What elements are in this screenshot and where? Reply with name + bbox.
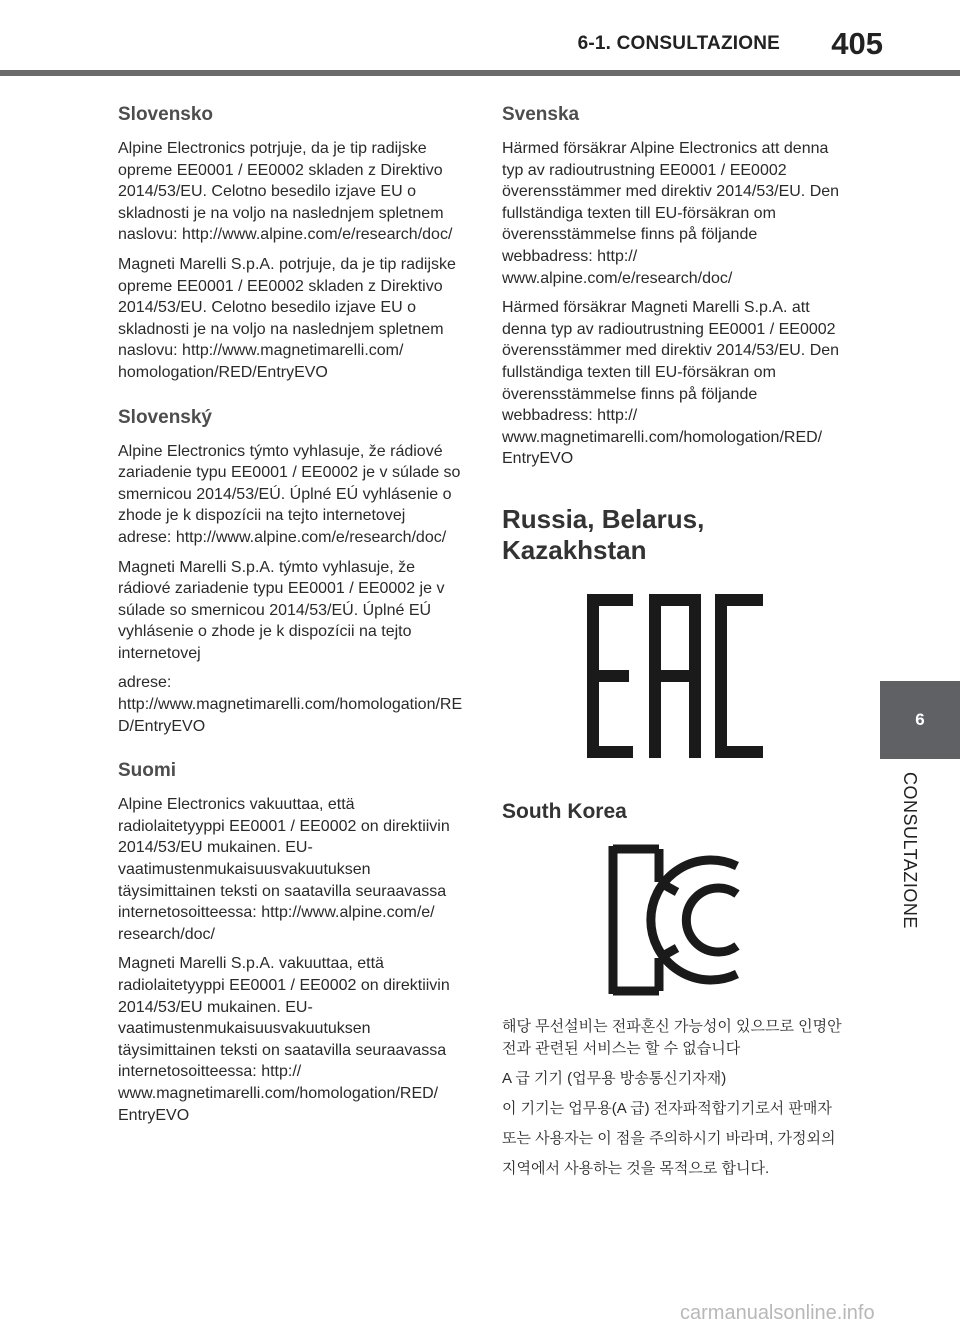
- heading-slovensko: Slovensko: [118, 104, 214, 125]
- paragraph: Härmed försäkrar Magneti Marelli S.p.A. att denna typ av radioutrustning EE0001 / EE0002 överensstämmer med direktiv 2014/53/EU. Den fullständiga texten till EU-försäkran om överensstämmelse finns på följande webbadress: http:// www.magnetimarelli.com/homologation/RED/ EntryEVO: [502, 299, 840, 468]
- section-slovensky: [118, 407, 463, 738]
- paragraph-korean: A 급 기기 (업무용 방송통신기자재): [502, 1069, 727, 1087]
- page-number: 405: [831, 26, 883, 61]
- paragraph-korean: 지역에서 사용하는 것을 목적으로 합니다.: [502, 1159, 770, 1177]
- paragraph-korean: 해당 무선설비는 전파혼신 가능성이 있으므로 인명안전과 관련된 서비스는 할 수 없습니다: [502, 1017, 842, 1057]
- chapter-number: 6: [915, 710, 925, 729]
- section-russia: [502, 504, 847, 758]
- section-slovensko: [118, 104, 463, 384]
- paragraph-korean: 이 기기는 업무용(A 급) 전자파적합기기로서 판매자: [502, 1099, 832, 1117]
- heading-suomi: Suomi: [118, 760, 177, 782]
- paragraph: Magneti Marelli S.p.A. vakuuttaa, että radiolaitetyyppi EE0001 / EE0002 on direktiivin 2014/53/EU mukainen. EU-vaatimustenmukaisuusvakuutuksen täysimittainen teksti on saatavilla seuraavassa internetosoitteessa: http:// www.magnetimarelli.com/homologation/RED/ EntryEVO: [118, 955, 450, 1124]
- heading-slovensky: Slovenský: [118, 406, 212, 428]
- header-rule: [0, 70, 960, 76]
- heading-south-korea: South Korea: [502, 799, 627, 823]
- chapter-label: CONSULTAZIONE: [900, 772, 920, 929]
- section-svenska: [502, 104, 847, 470]
- paragraph-korean: 또는 사용자는 이 점을 주의하시기 바라며, 가정외의: [502, 1129, 836, 1147]
- heading-russia: Russia, Belarus, Kazakhstan: [502, 503, 705, 565]
- paragraph: adrese: http://www.magnetimarelli.com/homologation/RED/EntryEVO: [118, 674, 463, 735]
- eac-mark-icon: [587, 594, 763, 758]
- watermark: carmanualsonline.info: [680, 1302, 875, 1324]
- paragraph: Alpine Electronics potrjuje, da je tip radijske opreme EE0001 / EE0002 skladen z Direktivo 2014/53/EU. Celotno besedilo izjave EU o skladnosti je na voljo na naslednjem spletnem naslovu: http://www.alpine.com/e/research/doc/: [118, 140, 453, 244]
- paragraph: Alpine Electronics týmto vyhlasuje, že rádiové zariadenie typu EE0001 / EE0002 je v súlade so smernicou 2014/53/EÚ. Úplné EÚ vyhlásenie o zhode je k dispozícii na tejto internetovej adrese: http://www.alpine.com/e/research/doc/: [118, 442, 461, 546]
- chapter-tab: [880, 681, 960, 759]
- heading-svenska: Svenska: [502, 104, 580, 125]
- right-column: [502, 104, 847, 1188]
- left-column: [118, 104, 463, 1134]
- section-south-korea: [502, 800, 847, 1180]
- paragraph: Magneti Marelli S.p.A. potrjuje, da je tip radijske opreme EE0001 / EE0002 skladen z Direktivo 2014/53/EU. Celotno besedilo izjave EU o skladnosti je na voljo na naslednjem spletnem naslovu: http://www.magnetimarelli.com/ homologation/RED/EntryEVO: [118, 255, 456, 381]
- page-header: [0, 0, 960, 78]
- kc-mark-icon: [607, 844, 743, 996]
- header-section-title: 6-1. CONSULTAZIONE: [577, 33, 780, 54]
- paragraph: Magneti Marelli S.p.A. týmto vyhlasuje, že rádiové zariadenie typu EE0001 / EE0002 je v súlade so smernicou 2014/53/EÚ. Úplné EÚ vyhlásenie o zhode je k dispozícii na tejto internetovej: [118, 558, 445, 662]
- paragraph: Härmed försäkrar Alpine Electronics att denna typ av radioutrustning EE0001 / EE0002 överensstämmer med direktiv 2014/53/EU. Den fullständiga texten till EU-försäkran om överensstämmelse finns på följande webbadress: http:// www.alpine.com/e/research/doc/: [502, 140, 840, 287]
- section-suomi: [118, 760, 463, 1126]
- paragraph: Alpine Electronics vakuuttaa, että radiolaitetyyppi EE0001 / EE0002 on direktiivin 2014/53/EU mukainen. EU-vaatimustenmukaisuusvakuutuksen täysimittainen teksti on saatavilla seuraavassa internetosoitteessa: http://www.alpine.com/e/ research/doc/: [118, 796, 450, 943]
